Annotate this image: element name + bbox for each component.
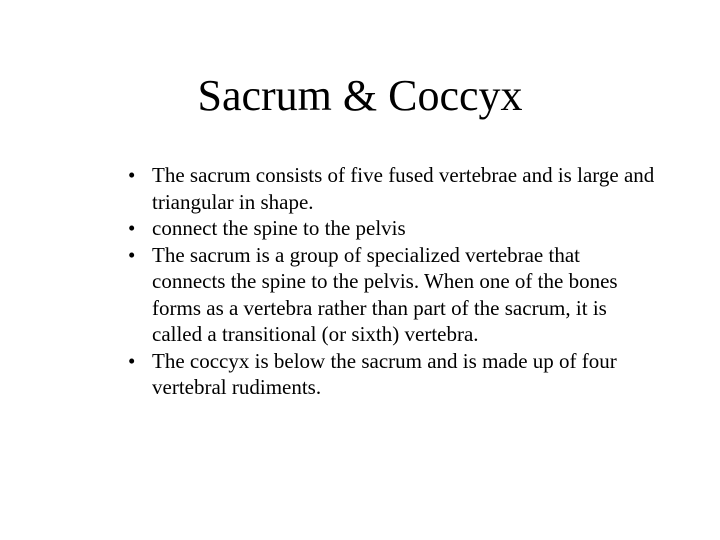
bullet-dot-icon: • — [128, 242, 136, 267]
bullet-dot-icon: • — [128, 163, 136, 187]
bullet-item — [128, 348, 658, 401]
bullet-dot-icon: • — [128, 348, 136, 373]
bullet-dot-icon: • — [128, 216, 136, 240]
bullet-item — [128, 215, 658, 242]
bullet-text: The coccyx is below the sacrum and is made up of four vertebral rudiments. — [152, 348, 617, 399]
bullet-item — [128, 162, 658, 215]
bullet-text: The sacrum consists of five fused vertebrae and is large and triangular in shape. — [152, 163, 655, 214]
bullet-item — [128, 242, 658, 348]
bullet-text: connect the spine to the pelvis — [152, 216, 406, 240]
bullet-list — [128, 162, 658, 401]
slide-title-text: Sacrum & Coccyx — [197, 71, 523, 120]
slide-title — [0, 70, 720, 122]
bullet-text: The sacrum is a group of specialized vertebrae that connects the spine to the pelvis. When one of the bones forms as a vertebra rather than part of the sacrum, it is called a transitional (or sixth) vertebra. — [152, 242, 618, 346]
